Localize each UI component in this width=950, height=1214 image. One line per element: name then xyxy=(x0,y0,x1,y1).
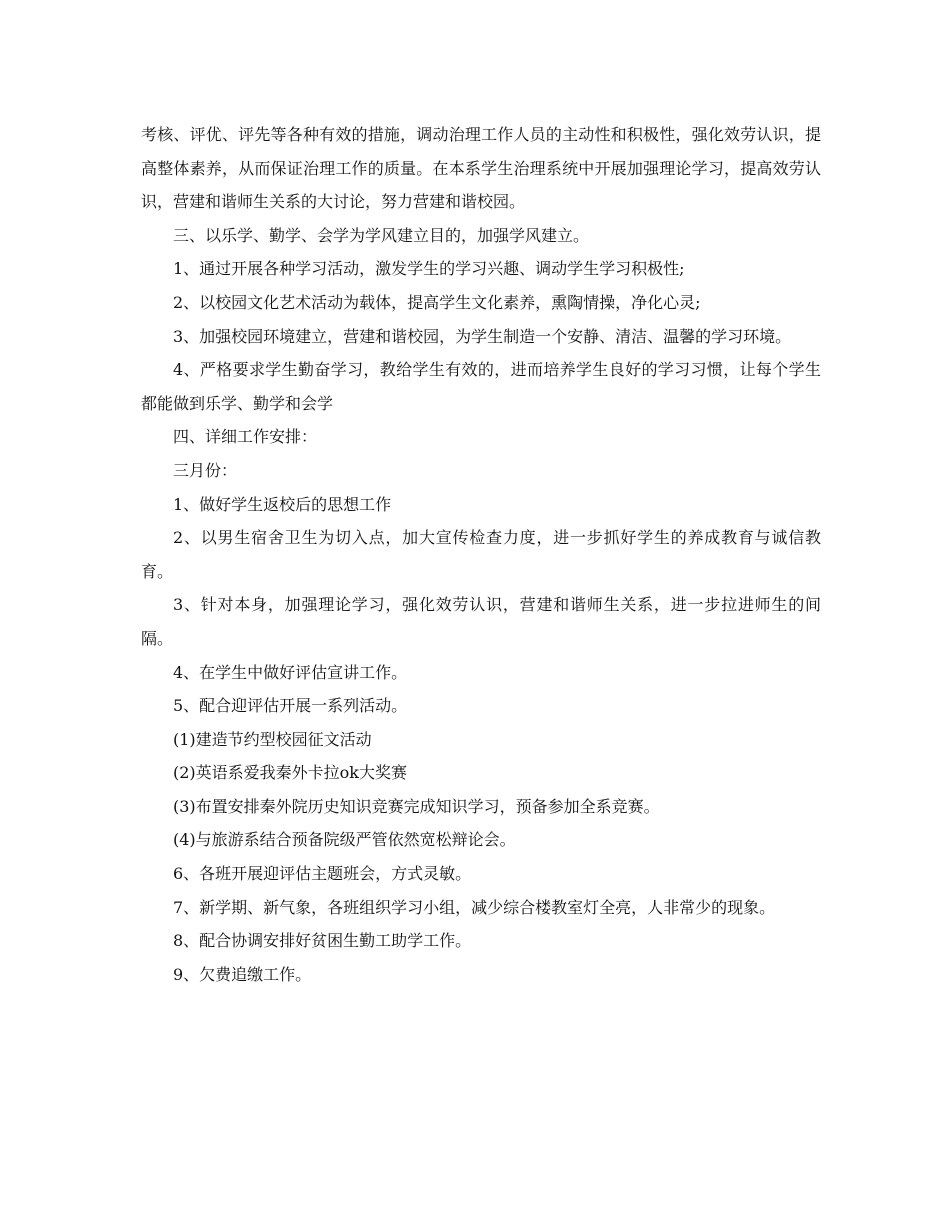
list-item-march-6: 6、各班开展迎评估主题班会，方式灵敏。 xyxy=(173,864,472,884)
sub-item-4: (4)与旅游系结合预备院级严管依然宽松辩论会。 xyxy=(173,830,516,850)
list-item-3-1: 1、通过开展各种学习活动，激发学生的学习兴趣、调动学生学习积极性; xyxy=(173,259,685,279)
list-item-march-5: 5、配合迎评估开展一系列活动。 xyxy=(173,696,408,716)
list-item-march-4: 4、在学生中做好评估宣讲工作。 xyxy=(173,662,408,682)
heading-section-four: 四、详细工作安排： xyxy=(173,427,318,447)
list-item-march-8: 8、配合协调安排好贫困生勤工助学工作。 xyxy=(173,931,472,951)
sub-item-2: (2)英语系爱我秦外卡拉ok大奖赛 xyxy=(173,763,407,783)
paragraph-management-measures: 考核、评优、评先等各种有效的措施，调动治理工作人员的主动性和积极性，强化效劳认识，提高整体素养，从而保证治理工作的质量。在本系学生治理系统中开展加强理论学习，提高效劳认识，营建和谐师生关系的大讨论，努力营建和谐校园。 xyxy=(141,125,821,212)
list-item-3-4: 4、严格要求学生勤奋学习，教给学生有效的，进而培养学生良好的学习习惯，让每个学生都能做到乐学、勤学和会学 xyxy=(141,360,821,413)
list-item-3-3: 3、加强校园环境建立，营建和谐校园，为学生制造一个安静、清洁、温馨的学习环境。 xyxy=(173,326,792,346)
list-item-march-2: 2、以男生宿舍卫生为切入点，加大宣传检查力度，进一步抓好学生的养成教育与诚信教育。 xyxy=(141,528,821,581)
heading-march: 三月份： xyxy=(173,460,238,480)
document-page xyxy=(141,118,821,991)
sub-item-3: (3)布置安排秦外院历史知识竞赛完成知识学习，预备参加全系竞赛。 xyxy=(173,796,660,816)
list-item-march-3: 3、针对本身，加强理论学习，强化效劳认识，营建和谐师生关系，进一步拉进师生的间隔。 xyxy=(141,595,821,648)
list-item-march-7: 7、新学期、新气象，各班组织学习小组，减少综合楼教室灯全亮，人非常少的现象。 xyxy=(173,897,776,917)
heading-section-three: 三、以乐学、勤学、会学为学风建立目的，加强学风建立。 xyxy=(173,225,590,245)
list-item-3-2: 2、以校园文化艺术活动为载体，提高学生文化素养，熏陶情操，净化心灵; xyxy=(173,292,701,312)
list-item-march-9: 9、欠费追缴工作。 xyxy=(173,964,312,984)
list-item-march-1: 1、做好学生返校后的思想工作 xyxy=(173,494,392,514)
sub-item-1: (1)建造节约型校园征文活动 xyxy=(173,729,372,749)
